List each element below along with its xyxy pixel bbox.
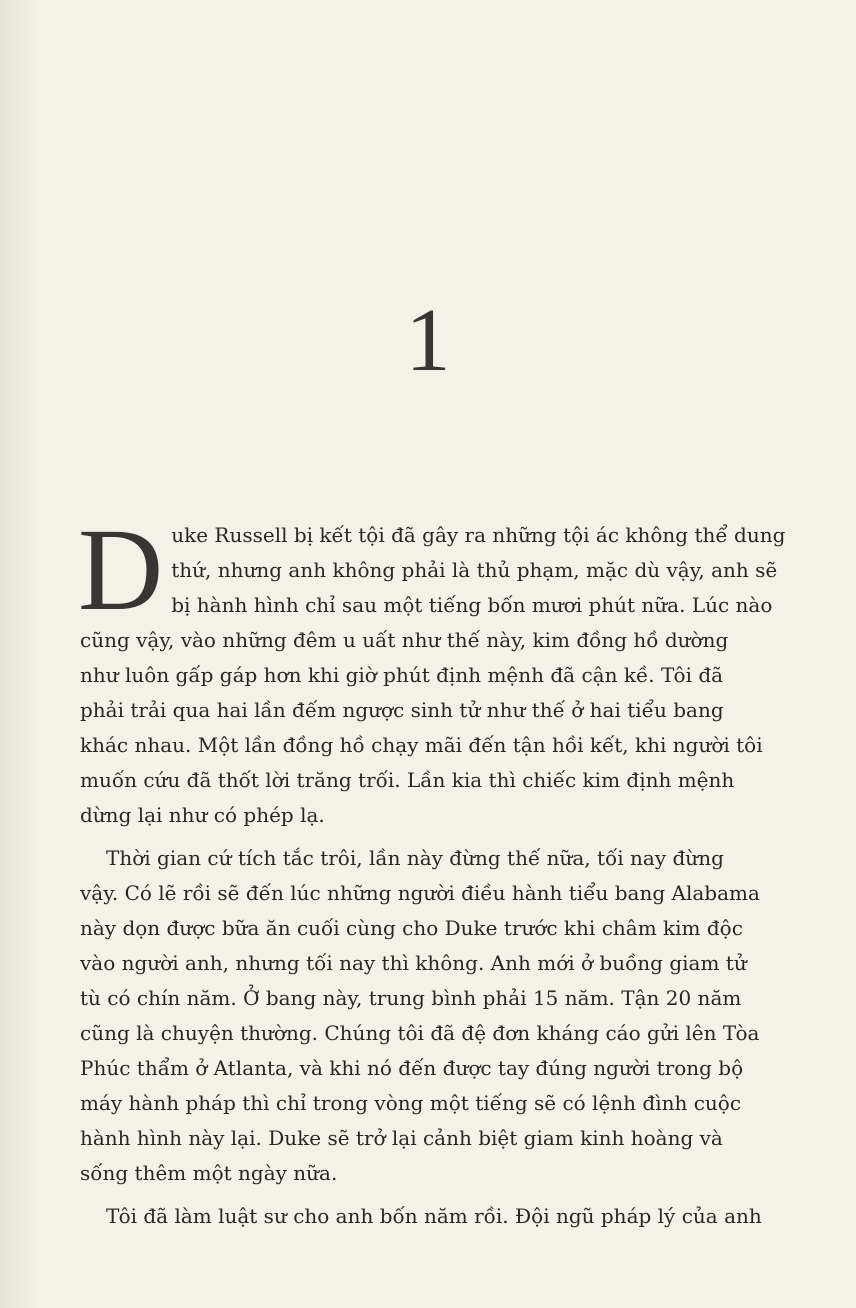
text-line: cũng vậy, vào những đêm u uất như thế này, kim đồng hồ dường	[80, 628, 729, 652]
text-line: Phúc thẩm ở Atlanta, và khi nó đến được tay đúng người trong bộ	[80, 1056, 744, 1080]
text-line: bị hành hình chỉ sau một tiếng bốn mươi phút nữa. Lúc nào	[171, 593, 773, 617]
text-line: dừng lại như có phép lạ.	[80, 803, 325, 827]
text-line: Tôi đã làm luật sư cho anh bốn năm rồi. Đội ngũ pháp lý của anh	[106, 1204, 762, 1228]
text-line: muốn cứu đã thốt lời trăng trối. Lần kia thì chiếc kim định mệnh	[80, 768, 735, 792]
text-line: sống thêm một ngày nữa.	[80, 1161, 338, 1185]
chapter-number: 1	[405, 291, 451, 390]
text-line: như luôn gấp gáp hơn khi giờ phút định mệnh đã cận kề. Tôi đã	[80, 663, 724, 687]
text-line: phải trải qua hai lần đếm ngược sinh tử như thế ở hai tiểu bang	[80, 698, 724, 722]
drop-cap: D	[78, 504, 164, 635]
paragraph-3	[80, 1199, 780, 1234]
text-line: vậy. Có lẽ rồi sẽ đến lúc những người điều hành tiểu bang Alabama	[80, 881, 760, 905]
paragraph-2	[80, 841, 780, 1191]
text-line: khác nhau. Một lần đồng hồ chạy mãi đến tận hồi kết, khi người tôi	[80, 733, 763, 757]
text-line: thứ, nhưng anh không phải là thủ phạm, mặc dù vậy, anh sẽ	[171, 558, 778, 582]
text-line: uke Russell bị kết tội đã gây ra những tội ác không thể dung	[171, 523, 786, 547]
text-line: máy hành pháp thì chỉ trong vòng một tiếng sẽ có lệnh đình cuộc	[80, 1091, 742, 1115]
text-line: này dọn được bữa ăn cuối cùng cho Duke trước khi châm kim độc	[80, 916, 743, 940]
text-line: Thời gian cứ tích tắc trôi, lần này đừng thế nữa, tối nay đừng	[106, 846, 724, 870]
chapter-body	[78, 504, 786, 1234]
text-line: vào người anh, nhưng tối nay thì không. Anh mới ở buồng giam tử	[80, 951, 747, 975]
text-line: hành hình này lại. Duke sẽ trở lại cảnh biệt giam kinh hoàng và	[80, 1126, 723, 1150]
text-line: tù có chín năm. Ở bang này, trung bình phải 15 năm. Tận 20 năm	[80, 986, 742, 1010]
paragraph-1	[78, 504, 786, 833]
text-line: cũng là chuyện thường. Chúng tôi đã đệ đơn kháng cáo gửi lên Tòa	[80, 1021, 760, 1045]
